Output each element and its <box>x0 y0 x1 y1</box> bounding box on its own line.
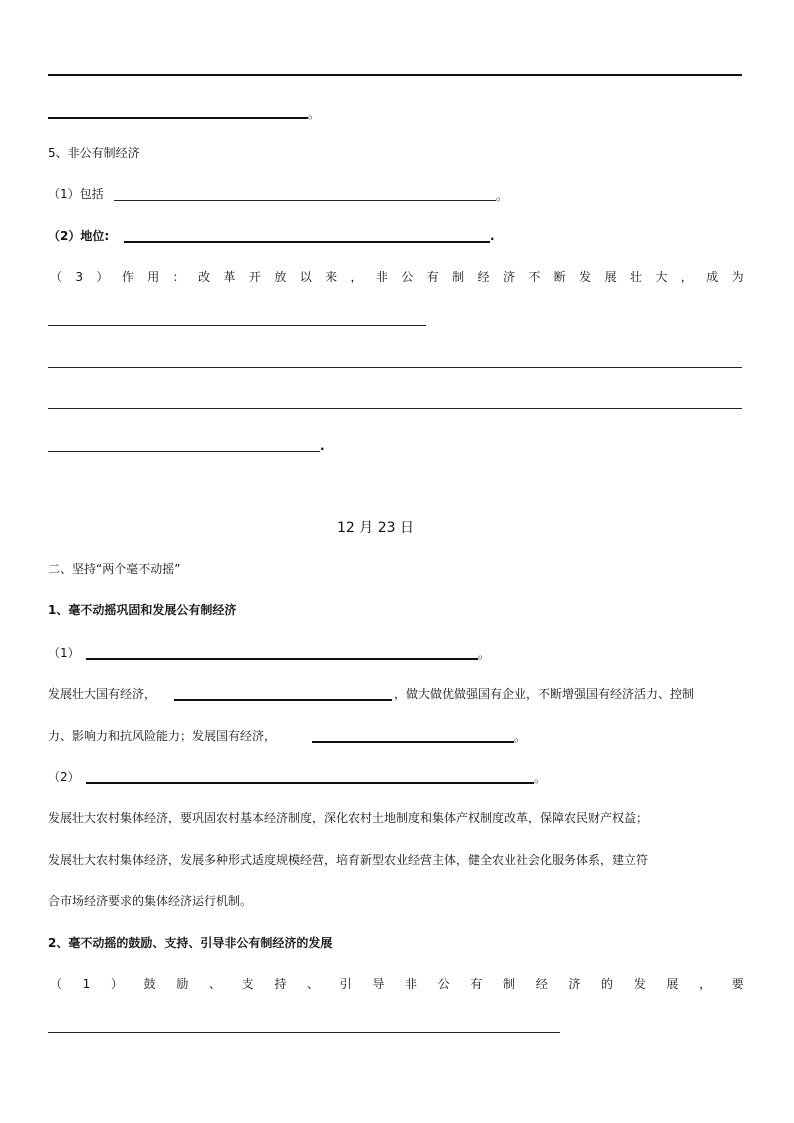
spread-char: 用 <box>147 270 160 284</box>
subsection-heading: 1、毫不动摇巩固和发展公有制经济 <box>48 603 237 617</box>
spread-char: ， <box>699 977 712 991</box>
spread-char: 要 <box>731 977 744 991</box>
answer-line <box>48 117 308 119</box>
spread-char: ） <box>96 270 109 284</box>
spread-char: 为 <box>731 270 744 284</box>
spread-char: 革 <box>223 270 236 284</box>
spread-char: 、 <box>307 977 320 991</box>
spread-char: 有 <box>470 977 483 991</box>
answer-line <box>48 1032 560 1033</box>
answer-line <box>86 658 478 660</box>
end-punct: . <box>490 229 495 243</box>
spread-char: 1 <box>82 977 91 991</box>
spread-char: （ <box>50 270 63 284</box>
spread-char: 展 <box>604 270 617 284</box>
spread-char: 开 <box>248 270 261 284</box>
spread-char: 经 <box>477 270 490 284</box>
end-punct: 。 <box>514 730 527 744</box>
item-label: （2） <box>48 770 80 784</box>
spread-char: 支 <box>241 977 254 991</box>
answer-line <box>48 74 742 76</box>
paragraph-line: 发展壮大农村集体经济，要巩固农村基本经济制度，深化农村土地制度和集体产权制度改革，保障农民财产权益； <box>48 811 649 825</box>
subsection-heading: 2、毫不动摇的鼓励、支持、引导非公有制经济的发展 <box>48 936 333 950</box>
spread-char: 来 <box>325 270 338 284</box>
spread-char: 持 <box>274 977 287 991</box>
spread-char: ， <box>680 270 693 284</box>
paragraph-line: 合市场经济要求的集体经济运行机制。 <box>48 894 253 908</box>
spread-char: ） <box>110 977 123 991</box>
spread-char: 制 <box>452 270 465 284</box>
item-label: （2）地位: <box>48 229 110 243</box>
answer-line <box>48 451 320 452</box>
spread-char: ： <box>172 270 185 284</box>
spread-char: 鼓 <box>143 977 156 991</box>
spread-char: 发 <box>579 270 592 284</box>
answer-line <box>48 408 742 409</box>
text-pre: 发展壮大国有经济， <box>48 687 157 701</box>
spread-char: 非 <box>375 270 388 284</box>
answer-line <box>312 741 514 743</box>
spread-char: 改 <box>198 270 211 284</box>
answer-line <box>48 367 742 368</box>
spread-char: 引 <box>339 977 352 991</box>
spread-char: 有 <box>426 270 439 284</box>
spread-char: 济 <box>568 977 581 991</box>
end-punct: . <box>320 439 325 453</box>
spread-text-row <box>50 269 744 285</box>
date-heading: 12 月 23 日 <box>337 520 414 536</box>
paragraph-line: 发展壮大农村集体经济，发展多种形式适度规模经营，培育新型农业经营主体，健全农业社会化服务体系，建立符 <box>48 853 649 867</box>
answer-line <box>124 241 490 243</box>
spread-char: （ <box>50 977 63 991</box>
spread-char: 公 <box>437 977 450 991</box>
spread-char: 、 <box>208 977 221 991</box>
spread-char: 励 <box>176 977 189 991</box>
spread-char: 导 <box>372 977 385 991</box>
spread-char: 放 <box>274 270 287 284</box>
spread-char: 展 <box>666 977 679 991</box>
spread-char: 3 <box>75 270 84 284</box>
section-heading: 5、非公有制经济 <box>48 146 140 160</box>
spread-char: 制 <box>503 977 516 991</box>
end-punct: 。 <box>478 647 491 661</box>
text-pre: 力、影响力和抗风险能力；发展国有经济， <box>48 729 277 743</box>
spread-char: 济 <box>502 270 515 284</box>
spread-text-row <box>50 976 744 992</box>
item-label: （1） <box>48 646 80 660</box>
spread-char: 以 <box>299 270 312 284</box>
spread-char: 大 <box>655 270 668 284</box>
spread-char: 断 <box>553 270 566 284</box>
spread-char: 经 <box>535 977 548 991</box>
spread-char: ， <box>350 270 363 284</box>
answer-line <box>114 200 496 201</box>
end-punct: 。 <box>496 189 509 203</box>
answer-line <box>86 782 534 784</box>
spread-char: 非 <box>405 977 418 991</box>
answer-line <box>48 325 426 326</box>
spread-char: 作 <box>121 270 134 284</box>
spread-char: 不 <box>528 270 541 284</box>
spread-char: 发 <box>633 977 646 991</box>
section-heading: 二、坚持“两个毫不动摇” <box>48 562 181 576</box>
text-post: ，做大做优做强国有企业，不断增强国有经济活力、控制 <box>394 687 695 701</box>
end-punct: 。 <box>534 771 547 785</box>
spread-char: 公 <box>401 270 414 284</box>
answer-line <box>174 699 392 701</box>
end-punct: 。 <box>308 107 321 121</box>
spread-char: 成 <box>706 270 719 284</box>
item-label: （1）包括 <box>48 187 104 201</box>
spread-char: 壮 <box>629 270 642 284</box>
spread-char: 的 <box>601 977 614 991</box>
